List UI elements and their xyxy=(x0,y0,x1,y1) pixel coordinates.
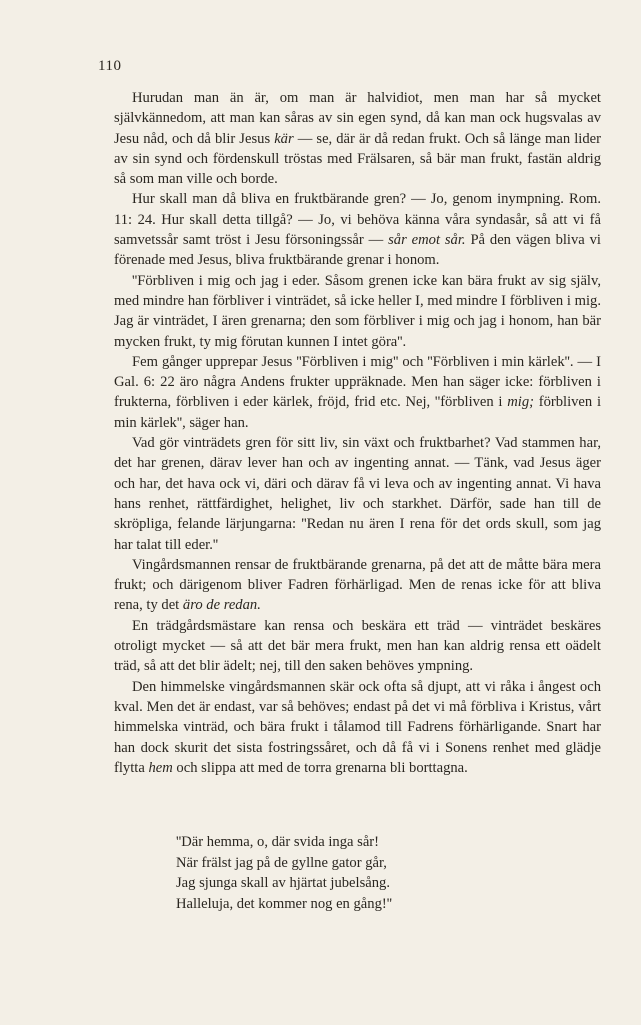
emphasized-text: mig; xyxy=(507,394,534,411)
poem-line: Jag sjunga skall av hjärtat jubelsång. xyxy=(176,875,390,891)
poem-stanza xyxy=(176,832,392,914)
emphasized-text: kär xyxy=(274,130,294,147)
paragraph xyxy=(114,352,601,433)
paragraph xyxy=(114,677,601,778)
text-run: — se, där är då redan frukt. Och så länge man lider av sin synd och fördenskull tröstas med Frälsaren, så bär man frukt, fastän aldrig så som man ville och borde. xyxy=(114,130,601,188)
paragraph xyxy=(114,189,601,270)
text-run: En trädgårdsmästare kan rensa och beskära ett träd — vinträdet beskäres otroligt mycket — så att det bär mera frukt, men han kan aldrig rensa ett oädelt träd, så att det blir ädelt; nej, till den saken behöves ympning. xyxy=(114,617,601,675)
text-run: och slippa att med de torra grenarna bli borttagna. xyxy=(172,759,468,776)
poem-line: Halleluja, det kommer nog en gång!'' xyxy=(176,895,392,912)
text-run: ''Förbliven i mig och jag i eder. Såsom grenen icke kan bära frukt av sig själv, med mindre han förbliver i vinträdet, så icke heller I, med mindre I förbliven i mig. Jag är vinträdet, I ären grenarna; den som förbliver i mig och jag i honom, han bär mycken frukt, ty mig förutan kunnen I intet göra''. xyxy=(114,272,601,350)
text-run: På den vägen bliva vi förenade med Jesus, bliva fruktbärande grenar i honom. xyxy=(114,232,601,269)
text-run: Fem gånger upprepar Jesus ''Förbliven i mig'' och ''Förbliven i min kärlek''. — I Gal. 6: 22 äro några Andens frukter uppräknade. Men han säger icke: förbliven i frukterna, förbliven i eder kärlek, fröjd, frid etc. Nej, ''förbliven i xyxy=(114,353,601,411)
page-number: 110 xyxy=(98,58,122,74)
text-run: Vad gör vinträdets gren för sitt liv, sin växt och fruktbarhet? Vad stammen har, det har grenen, därav lever han och av ingenting annat. — Tänk, vad Jesus äger och har, det hava ock vi, däri och därav få vi leva och av ingenting annat. Vi hava hans renhet, rättfärdighet, helighet, liv och starkhet. Därför, sade han till de skröpliga, felande lärjungarna: ''Redan nu ären I rena för det ords skull, som jag har talat till eder.'' xyxy=(114,435,601,553)
text-run: förbliven i min kärlek'', säger han. xyxy=(114,394,601,431)
emphasized-text: äro de redan. xyxy=(182,597,261,614)
text-run: Vingårdsmannen rensar de fruktbärande grenarna, på det att de måtte bära mera frukt; och därigenom bliver Fadren förhärligad. Men de renas icke för att bliva rena, ty det xyxy=(114,556,601,614)
paragraph xyxy=(114,433,601,555)
emphasized-text: sår emot sår. xyxy=(388,232,466,249)
paragraph xyxy=(114,616,601,677)
text-run: Den himmelske vingårdsmannen skär ock ofta så djupt, att vi råka i ångest och kval. Men det är endast, var så behöves; endast på det vi må förbliva i Kristus, vårt himmelska vinträd, och bära frukt i tålamod till Fadrens förhärligande. Snart har han dock skurit det sista fostringssåret, och då få vi i Sonens renhet med glädje flytta xyxy=(114,678,601,776)
paragraph xyxy=(114,88,601,189)
body-text xyxy=(114,88,601,778)
paragraph xyxy=(114,271,601,352)
emphasized-text: hem xyxy=(148,759,173,776)
text-run: Hur skall man då bliva en fruktbärande gren? — Jo, genom inympning. Rom. 11: 24. Hur skall detta tillgå? — Jo, vi behöva känna våra syndasår, så att vi få samvetssår samt tröst i Jesu försoningssår — xyxy=(114,191,601,249)
poem-line: ''Där hemma, o, där svida inga sår! xyxy=(176,834,380,850)
paragraph xyxy=(114,555,601,616)
poem-line: När frälst jag på de gyllne gator går, xyxy=(176,854,387,871)
text-run: Hurudan man än är, om man är halvidiot, men man har så mycket självkännedom, att man kan såras av sin egen synd, då kan man ock hugsvalas av Jesu nåd, och då blir Jesus xyxy=(114,90,601,147)
